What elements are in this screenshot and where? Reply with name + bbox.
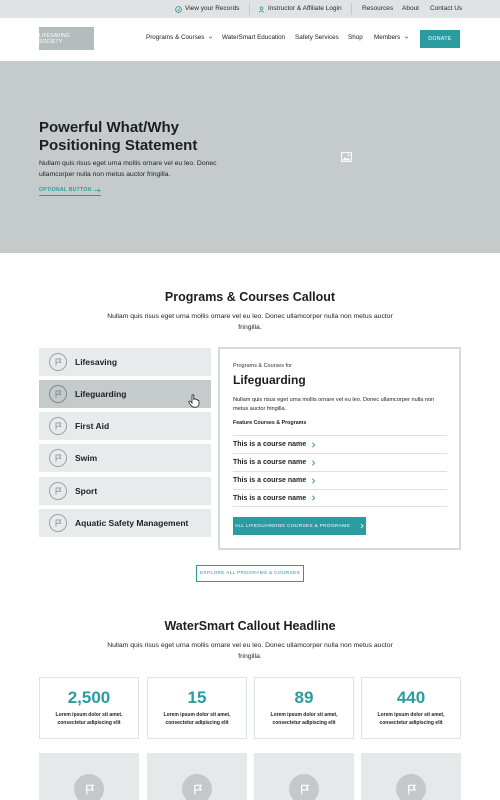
card-icon-circle: [289, 774, 319, 800]
nav-programs[interactable]: [146, 34, 213, 41]
chevron-down-icon: [208, 35, 213, 40]
flag-icon: [49, 385, 67, 403]
stat-text: [362, 712, 460, 727]
stat-card: [39, 677, 139, 739]
course-name: This is a course name: [233, 459, 307, 466]
course-name: This is a course name: [233, 441, 307, 448]
nav-shop-label: Shop: [348, 34, 363, 41]
nav-safety-label: Safety Services: [295, 34, 339, 41]
instructor-login-label: Instructor & Affiliate Login: [268, 5, 342, 12]
flag-icon: [406, 784, 417, 795]
donate-label: DONATE: [428, 36, 452, 42]
nav-members-label: Members: [374, 34, 401, 41]
course-link[interactable]: [233, 471, 447, 489]
chevron-right-icon: [311, 478, 316, 484]
nav-watersmart[interactable]: [222, 34, 285, 41]
resources-label: Resources: [362, 5, 394, 12]
stat-number: 89: [294, 688, 314, 707]
hand-cursor-icon: [188, 394, 200, 408]
utility-bar: [0, 0, 500, 18]
stat-text: [148, 712, 246, 727]
stat-line: consectetur adipiscing elit: [379, 719, 443, 726]
watersmart-body: Nullam quis risus eget urna mollis ornare vel eu leo. Donec ullamcorper nulla non metus auctor fringilla.: [107, 642, 393, 660]
view-records-link[interactable]: [175, 0, 239, 18]
flag-icon: [49, 353, 67, 371]
nav-safety[interactable]: [295, 34, 339, 41]
stat-line: Lorem ipsum dolor sit amet,: [55, 712, 123, 718]
program-item-swim[interactable]: [39, 444, 211, 472]
resources-link[interactable]: [362, 0, 393, 18]
stat-card: [254, 677, 354, 739]
flag-icon: [49, 482, 67, 500]
card-icon-circle: [396, 774, 426, 800]
utility-divider: [351, 3, 352, 15]
view-records-label: View your Records: [185, 5, 240, 12]
program-detail-panel: [218, 347, 461, 550]
programs-body: Nullam quis risus eget urna mollis ornare vel eu leo. Donec ullamcorper nulla non metus auctor fringilla.: [107, 313, 393, 331]
stat-card: [147, 677, 247, 739]
about-label: About: [402, 5, 419, 12]
course-name: This is a course name: [233, 477, 307, 484]
programs-title: Programs & Courses Callout: [164, 290, 336, 304]
stat-card: [361, 677, 461, 739]
course-link[interactable]: [233, 435, 447, 453]
program-item-label: Lifeguarding: [75, 389, 127, 399]
chevron-right-icon: [311, 442, 316, 448]
feature-courses-label: Feature Courses & Programs: [233, 420, 307, 426]
program-item-label: Swim: [75, 453, 98, 463]
flag-icon: [192, 784, 203, 795]
stat-text: [40, 712, 138, 727]
flag-icon: [84, 784, 95, 795]
flag-icon: [299, 784, 310, 795]
logo[interactable]: [39, 27, 94, 50]
stat-line: consectetur adipiscing elit: [165, 719, 229, 726]
stat-line: Lorem ipsum dolor sit amet,: [377, 712, 445, 718]
watersmart-title: WaterSmart Callout Headline: [164, 619, 336, 633]
logo-text: LIFESAVING SOCIETY: [39, 32, 71, 45]
panel-kicker: Programs & Courses for: [233, 363, 292, 369]
nav-members[interactable]: [374, 34, 409, 41]
contact-label: Contact Us: [430, 5, 463, 12]
stat-number: 2,500: [67, 688, 111, 707]
flag-icon: [49, 417, 67, 435]
program-item-label: Lifesaving: [75, 357, 118, 367]
panel-title: Lifeguarding: [233, 373, 306, 387]
stat-line: consectetur adipiscing elit: [272, 719, 336, 726]
image-card[interactable]: [361, 753, 461, 800]
chevron-right-icon: [311, 495, 316, 501]
instructor-login-link[interactable]: [258, 0, 342, 18]
program-item-lifeguarding[interactable]: [39, 380, 211, 408]
image-placeholder-icon: [341, 152, 352, 162]
hero-optional-button[interactable]: [39, 187, 101, 196]
program-item-first-aid[interactable]: [39, 412, 211, 440]
hero-body: Nullam quis risus eget urna mollis ornare vel eu leo. Donec ullamcorper nulla non metus auctor fringilla.: [39, 160, 217, 178]
panel-button-label: ALL LIFEGUARDING COURSES & PROGRAMS: [234, 523, 351, 529]
program-item-label: Sport: [75, 486, 98, 496]
image-card[interactable]: [147, 753, 247, 800]
program-item-label: Aquatic Safety Management: [75, 518, 189, 528]
arrow-right-icon: [94, 188, 101, 193]
stat-number: 440: [396, 688, 426, 707]
stat-line: Lorem ipsum dolor sit amet,: [163, 712, 231, 718]
program-item-sport[interactable]: [39, 477, 211, 505]
flag-icon: [49, 514, 67, 532]
contact-link[interactable]: [430, 0, 462, 18]
records-icon: [175, 6, 182, 13]
course-name: This is a course name: [233, 494, 307, 502]
program-item-lifesaving[interactable]: [39, 348, 211, 376]
stat-line: consectetur adipiscing elit: [57, 719, 121, 726]
user-icon: [258, 6, 265, 13]
chevron-right-icon: [360, 523, 364, 529]
stat-number: 15: [187, 688, 207, 707]
utility-divider: [249, 3, 250, 15]
program-item-label: First Aid: [75, 421, 110, 431]
hero-banner: [0, 61, 500, 253]
site-header: [0, 18, 500, 61]
explore-programs-button[interactable]: [196, 565, 304, 582]
panel-body: Nullam quis risus eget urna mollis ornare vel eu leo. Donec ullamcorper nulla non metus auctor fringilla.: [233, 397, 435, 412]
course-link[interactable]: [233, 453, 447, 471]
flag-icon: [49, 449, 67, 467]
hero-link-label: OPTIONAL BUTTON: [39, 187, 92, 193]
stat-text: [255, 712, 353, 727]
chevron-right-icon: [311, 460, 316, 466]
nav-watersmart-label: WaterSmart Education: [222, 34, 286, 41]
about-link[interactable]: [402, 0, 419, 18]
card-icon-circle: [182, 774, 212, 800]
nav-programs-label: Programs & Courses: [146, 34, 205, 41]
nav-shop[interactable]: [348, 34, 363, 41]
hero-title: Powerful What/Why Positioning Statement: [39, 119, 198, 154]
chevron-down-icon: [404, 35, 409, 40]
course-link[interactable]: [233, 489, 447, 507]
donate-button[interactable]: [420, 30, 460, 48]
card-icon-circle: [74, 774, 104, 800]
image-card[interactable]: [254, 753, 354, 800]
explore-label: EXPLORE ALL PROGRAMS & COURSES: [200, 571, 300, 576]
program-item-aquatic-safety[interactable]: [39, 509, 211, 537]
all-lifeguarding-button[interactable]: [233, 517, 366, 535]
image-card[interactable]: [39, 753, 139, 800]
stat-line: Lorem ipsum dolor sit amet,: [270, 712, 338, 718]
